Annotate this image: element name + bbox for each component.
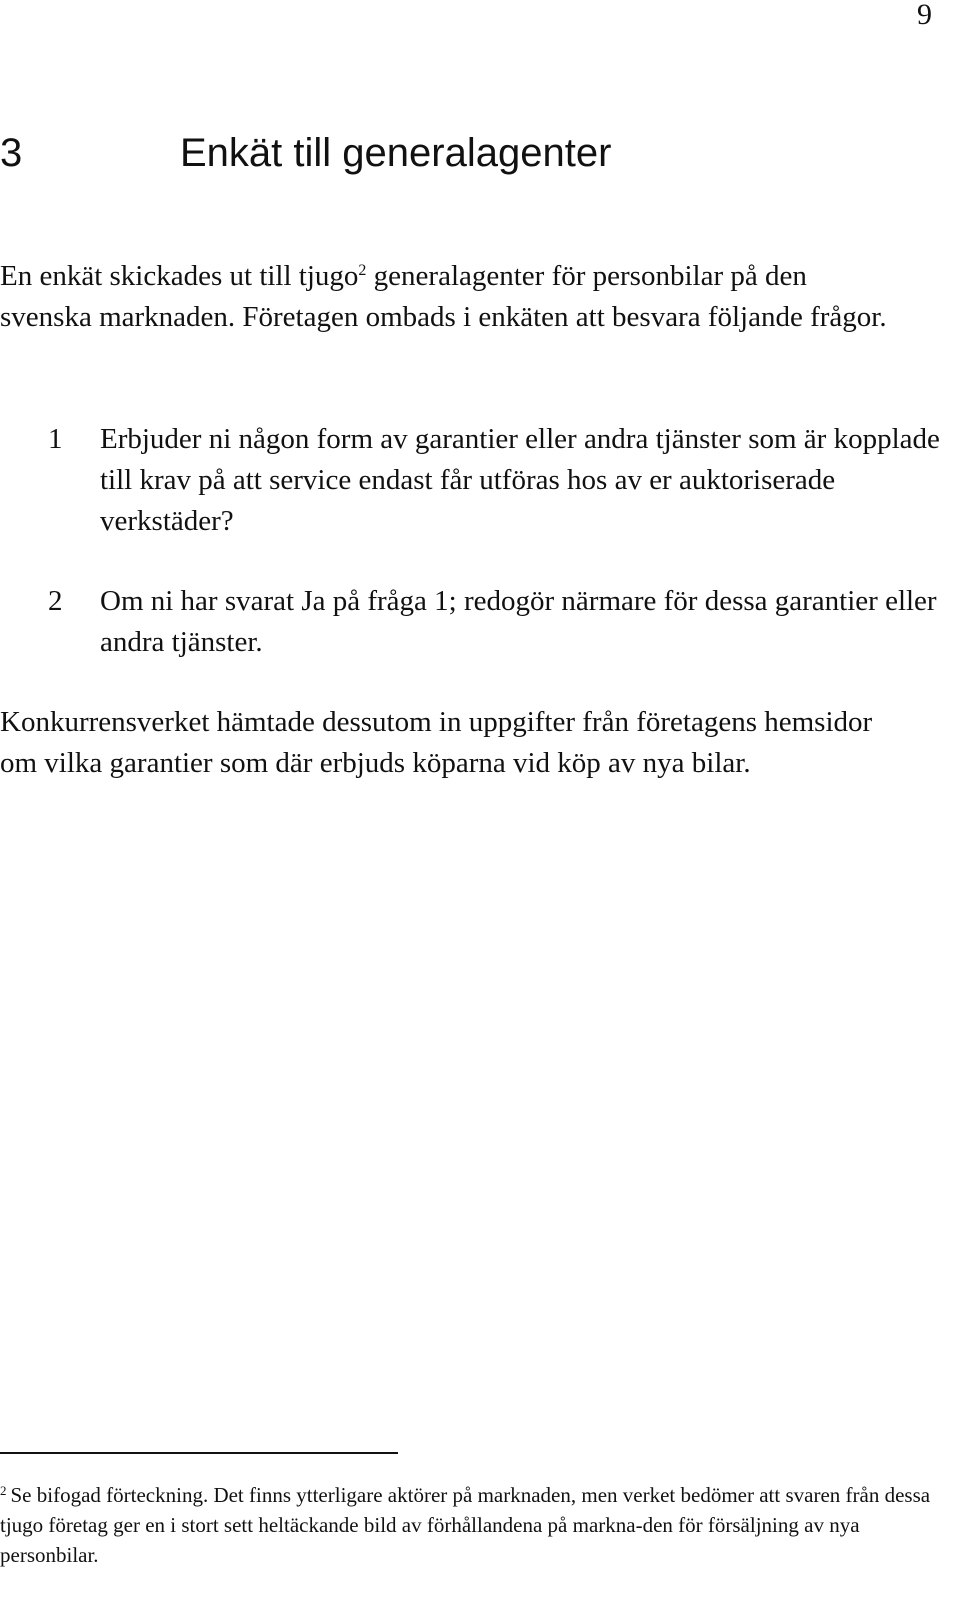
footnote-divider <box>0 1452 398 1454</box>
question-item <box>0 419 945 542</box>
page-number: 9 <box>917 0 932 31</box>
intro-text-end: generalagenter för personbilar på den svenska marknaden. Företagen ombads i enkäten att besvara följande frågor. <box>0 260 887 333</box>
footnote <box>0 1480 935 1570</box>
intro-paragraph <box>0 256 900 338</box>
footnote-reference: 2 <box>358 262 367 279</box>
question-number: 2 <box>48 585 63 617</box>
section-heading <box>0 128 611 178</box>
question-text: Om ni har svarat Ja på fråga 1; redogör närmare för dessa garantier eller andra tjänster. <box>100 585 937 658</box>
footnote-text: Se bifogad förteckning. Det finns ytterligare aktörer på marknaden, men verket bedömer att svaren från dessa tjugo företag ger en i stort sett heltäckande bild av förhållandena på markna-den för försäljning av nya personbilar. <box>0 1483 931 1567</box>
intro-text-start: En enkät skickades ut till tjugo <box>0 260 359 292</box>
question-number: 1 <box>48 423 63 455</box>
question-item <box>0 581 945 663</box>
outro-paragraph: Konkurrensverket hämtade dessutom in uppgifter från företagens hemsidor om vilka garantier som där erbjuds köparna vid köp av nya bilar. <box>0 706 873 779</box>
question-text: Erbjuder ni någon form av garantier eller andra tjänster som är kopplade till krav på att service endast får utföras hos av er auktoriserade verkstäder? <box>100 423 940 537</box>
section-number: 3 <box>0 131 23 175</box>
section-title: Enkät till generalagenter <box>180 131 612 175</box>
footnote-marker: 2 <box>0 1483 7 1498</box>
